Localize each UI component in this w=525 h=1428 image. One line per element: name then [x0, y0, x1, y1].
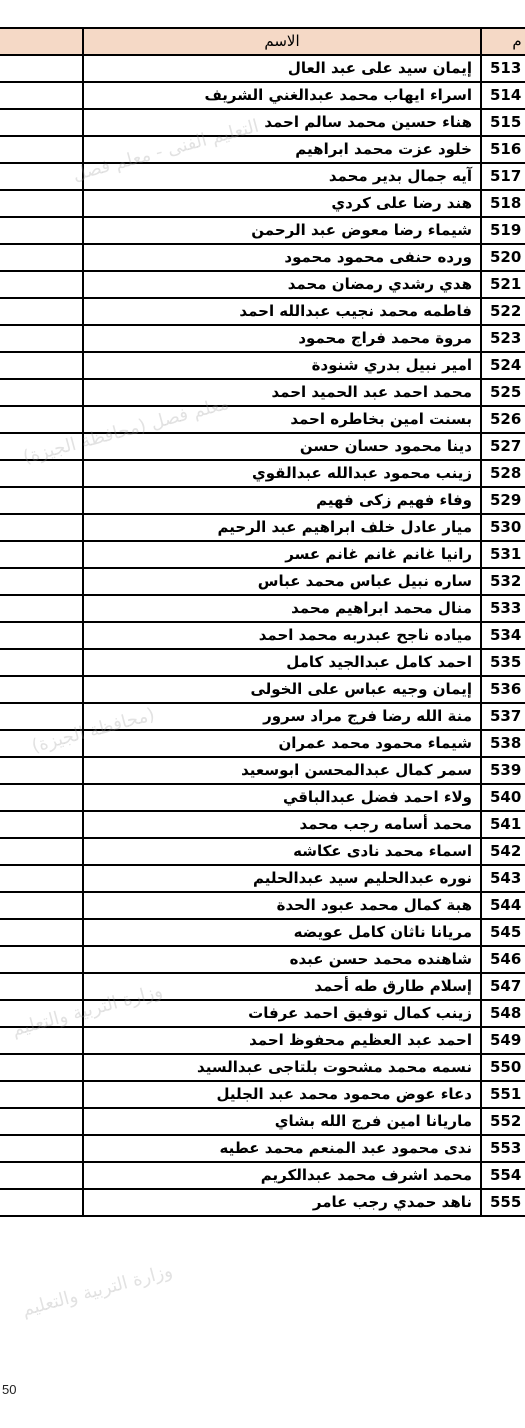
row-name: منال محمد ابراهيم محمد [83, 595, 481, 622]
row-name: فاطمه محمد نجيب عبدالله احمد [83, 298, 481, 325]
row-name: آيه جمال بدير محمد [83, 163, 481, 190]
row-name: خلود عزت محمد ابراهيم [83, 136, 481, 163]
page-number: 50 [2, 1382, 17, 1397]
row-name: ولاء احمد فضل عبدالباقي [83, 784, 481, 811]
row-number: 532 [481, 568, 525, 595]
table-row [0, 379, 525, 406]
table-row [0, 109, 525, 136]
row-name: ماريانا امين فرج الله بشاي [83, 1108, 481, 1135]
watermark: التعليم الفنى - معلم فصل [70, 115, 261, 186]
row-extra-cell [0, 757, 83, 784]
watermark: معلم فصل (محافظة الجيزة) [20, 392, 232, 469]
row-name: دينا محمود حسان حسن [83, 433, 481, 460]
table-row [0, 892, 525, 919]
row-extra-cell [0, 1108, 83, 1135]
row-name: هناء حسين محمد سالم احمد [83, 109, 481, 136]
row-name: دعاء عوض محمود محمد عبد الجليل [83, 1081, 481, 1108]
table-row [0, 55, 525, 82]
table-row [0, 298, 525, 325]
row-name: إسلام طارق طه أحمد [83, 973, 481, 1000]
row-name: هدي رشدي رمضان محمد [83, 271, 481, 298]
row-number: 519 [481, 217, 525, 244]
table-row [0, 1135, 525, 1162]
row-name: اسماء محمد نادى عكاشه [83, 838, 481, 865]
table-row [0, 163, 525, 190]
row-name: محمد اشرف محمد عبدالكريم [83, 1162, 481, 1189]
row-number: 518 [481, 190, 525, 217]
table-row [0, 1000, 525, 1027]
row-number: 549 [481, 1027, 525, 1054]
row-number: 533 [481, 595, 525, 622]
row-name: هبة كمال محمد عبود الحدة [83, 892, 481, 919]
row-name: ناهد حمدي رجب عامر [83, 1189, 481, 1216]
row-number: 522 [481, 298, 525, 325]
table-row [0, 973, 525, 1000]
table-row [0, 1162, 525, 1189]
row-name: إيمان سيد على عبد العال [83, 55, 481, 82]
row-number: 521 [481, 271, 525, 298]
row-number: 523 [481, 325, 525, 352]
table-row [0, 919, 525, 946]
row-number: 546 [481, 946, 525, 973]
row-extra-cell [0, 811, 83, 838]
row-name: احمد كامل عبدالجيد كامل [83, 649, 481, 676]
table-row [0, 676, 525, 703]
row-name: زينب محمود عبدالله عبدالقوي [83, 460, 481, 487]
names-table [0, 27, 525, 1217]
table-body [0, 55, 525, 1216]
row-number: 554 [481, 1162, 525, 1189]
row-extra-cell [0, 1162, 83, 1189]
row-number: 541 [481, 811, 525, 838]
row-extra-cell [0, 892, 83, 919]
watermark: (محافظة الجيزة) [29, 703, 158, 758]
row-number: 536 [481, 676, 525, 703]
row-number: 526 [481, 406, 525, 433]
table-row [0, 487, 525, 514]
row-number: 552 [481, 1108, 525, 1135]
table-row [0, 703, 525, 730]
row-extra-cell [0, 541, 83, 568]
row-name: مريانا ناثان كامل عويضه [83, 919, 481, 946]
row-number: 538 [481, 730, 525, 757]
row-number: 531 [481, 541, 525, 568]
row-extra-cell [0, 595, 83, 622]
table-row [0, 865, 525, 892]
row-number: 527 [481, 433, 525, 460]
row-extra-cell [0, 622, 83, 649]
row-extra-cell [0, 1081, 83, 1108]
table-row [0, 595, 525, 622]
row-extra-cell [0, 946, 83, 973]
header-number: م [481, 28, 525, 55]
row-extra-cell [0, 649, 83, 676]
row-name: محمد احمد عبد الحميد احمد [83, 379, 481, 406]
row-name: هند رضا على كردي [83, 190, 481, 217]
row-extra-cell [0, 865, 83, 892]
table-row [0, 406, 525, 433]
table-row [0, 1027, 525, 1054]
row-number: 528 [481, 460, 525, 487]
row-extra-cell [0, 271, 83, 298]
row-extra-cell [0, 487, 83, 514]
row-name: بسنت امين بخاطره احمد [83, 406, 481, 433]
row-number: 525 [481, 379, 525, 406]
header-name: الاسم [83, 28, 481, 55]
row-name: امير نبيل بدري شنودة [83, 352, 481, 379]
row-number: 547 [481, 973, 525, 1000]
row-name: ساره نبيل عباس محمد عباس [83, 568, 481, 595]
row-extra-cell [0, 136, 83, 163]
row-name: نوره عبدالحليم سيد عبدالحليم [83, 865, 481, 892]
row-extra-cell [0, 514, 83, 541]
row-extra-cell [0, 1000, 83, 1027]
table-row [0, 568, 525, 595]
table-row [0, 136, 525, 163]
row-extra-cell [0, 973, 83, 1000]
row-extra-cell [0, 217, 83, 244]
row-number: 544 [481, 892, 525, 919]
row-number: 548 [481, 1000, 525, 1027]
table-row [0, 811, 525, 838]
row-extra-cell [0, 433, 83, 460]
row-extra-cell [0, 1027, 83, 1054]
table-row [0, 757, 525, 784]
row-extra-cell [0, 55, 83, 82]
row-extra-cell [0, 298, 83, 325]
table-row [0, 838, 525, 865]
table-row [0, 1081, 525, 1108]
row-number: 540 [481, 784, 525, 811]
row-extra-cell [0, 919, 83, 946]
table-row [0, 82, 525, 109]
row-name: ندى محمود عبد المنعم محمد عطيه [83, 1135, 481, 1162]
row-number: 539 [481, 757, 525, 784]
row-number: 542 [481, 838, 525, 865]
row-number: 530 [481, 514, 525, 541]
row-extra-cell [0, 784, 83, 811]
table-row [0, 460, 525, 487]
row-name: منة الله رضا فرج مراد سرور [83, 703, 481, 730]
table-row [0, 622, 525, 649]
row-name: إيمان وجيه عباس على الخولى [83, 676, 481, 703]
table-row [0, 541, 525, 568]
row-number: 524 [481, 352, 525, 379]
row-number: 537 [481, 703, 525, 730]
row-name: زينب كمال توفيق احمد عرفات [83, 1000, 481, 1027]
row-name: سمر كمال عبدالمحسن ابوسعيد [83, 757, 481, 784]
row-number: 515 [481, 109, 525, 136]
row-number: 553 [481, 1135, 525, 1162]
table-row [0, 784, 525, 811]
table-row [0, 1108, 525, 1135]
table-row [0, 946, 525, 973]
row-extra-cell [0, 109, 83, 136]
table-row [0, 244, 525, 271]
row-extra-cell [0, 190, 83, 217]
row-extra-cell [0, 460, 83, 487]
row-extra-cell [0, 406, 83, 433]
header-extra-cell [0, 28, 83, 55]
row-extra-cell [0, 1189, 83, 1216]
row-number: 520 [481, 244, 525, 271]
row-number: 551 [481, 1081, 525, 1108]
row-name: ميار عادل خلف ابراهيم عبد الرحيم [83, 514, 481, 541]
row-extra-cell [0, 730, 83, 757]
row-extra-cell [0, 325, 83, 352]
row-name: شيماء محمود محمد عمران [83, 730, 481, 757]
row-name: محمد أسامه رجب محمد [83, 811, 481, 838]
row-number: 543 [481, 865, 525, 892]
row-name: احمد عبد العظيم محفوظ احمد [83, 1027, 481, 1054]
table-row [0, 217, 525, 244]
row-extra-cell [0, 163, 83, 190]
table-row [0, 190, 525, 217]
row-extra-cell [0, 838, 83, 865]
watermark: وزارة التربية والتعليم [9, 980, 165, 1041]
row-extra-cell [0, 1135, 83, 1162]
table-header-row [0, 28, 525, 55]
row-name: نسمه محمد مشحوت بلتاجى عبدالسيد [83, 1054, 481, 1081]
row-number: 513 [481, 55, 525, 82]
table-row [0, 433, 525, 460]
table-row [0, 649, 525, 676]
row-number: 535 [481, 649, 525, 676]
row-number: 517 [481, 163, 525, 190]
row-name: ورده حنفى محمود محمود [83, 244, 481, 271]
row-number: 534 [481, 622, 525, 649]
row-extra-cell [0, 703, 83, 730]
row-number: 516 [481, 136, 525, 163]
row-name: اسراء ايهاب محمد عبدالغني الشريف [83, 82, 481, 109]
table-row [0, 514, 525, 541]
row-name: مروة محمد فراج محمود [83, 325, 481, 352]
row-extra-cell [0, 82, 83, 109]
table-row [0, 352, 525, 379]
table-row [0, 1189, 525, 1216]
row-name: رانيا غانم غانم غانم عسر [83, 541, 481, 568]
table-row [0, 1054, 525, 1081]
row-number: 550 [481, 1054, 525, 1081]
table-row [0, 730, 525, 757]
table-row [0, 271, 525, 298]
table-row [0, 325, 525, 352]
row-number: 545 [481, 919, 525, 946]
row-number: 529 [481, 487, 525, 514]
row-name: شيماء رضا معوض عبد الرحمن [83, 217, 481, 244]
row-extra-cell [0, 352, 83, 379]
watermark: وزارة التربية والتعليم [19, 1260, 175, 1321]
row-name: وفاء فهيم زكى فهيم [83, 487, 481, 514]
row-extra-cell [0, 1054, 83, 1081]
row-name: مياده ناجح عبدربه محمد احمد [83, 622, 481, 649]
row-number: 514 [481, 82, 525, 109]
row-extra-cell [0, 676, 83, 703]
row-name: شاهنده محمد حسن عبده [83, 946, 481, 973]
row-extra-cell [0, 244, 83, 271]
row-extra-cell [0, 568, 83, 595]
row-number: 555 [481, 1189, 525, 1216]
row-extra-cell [0, 379, 83, 406]
